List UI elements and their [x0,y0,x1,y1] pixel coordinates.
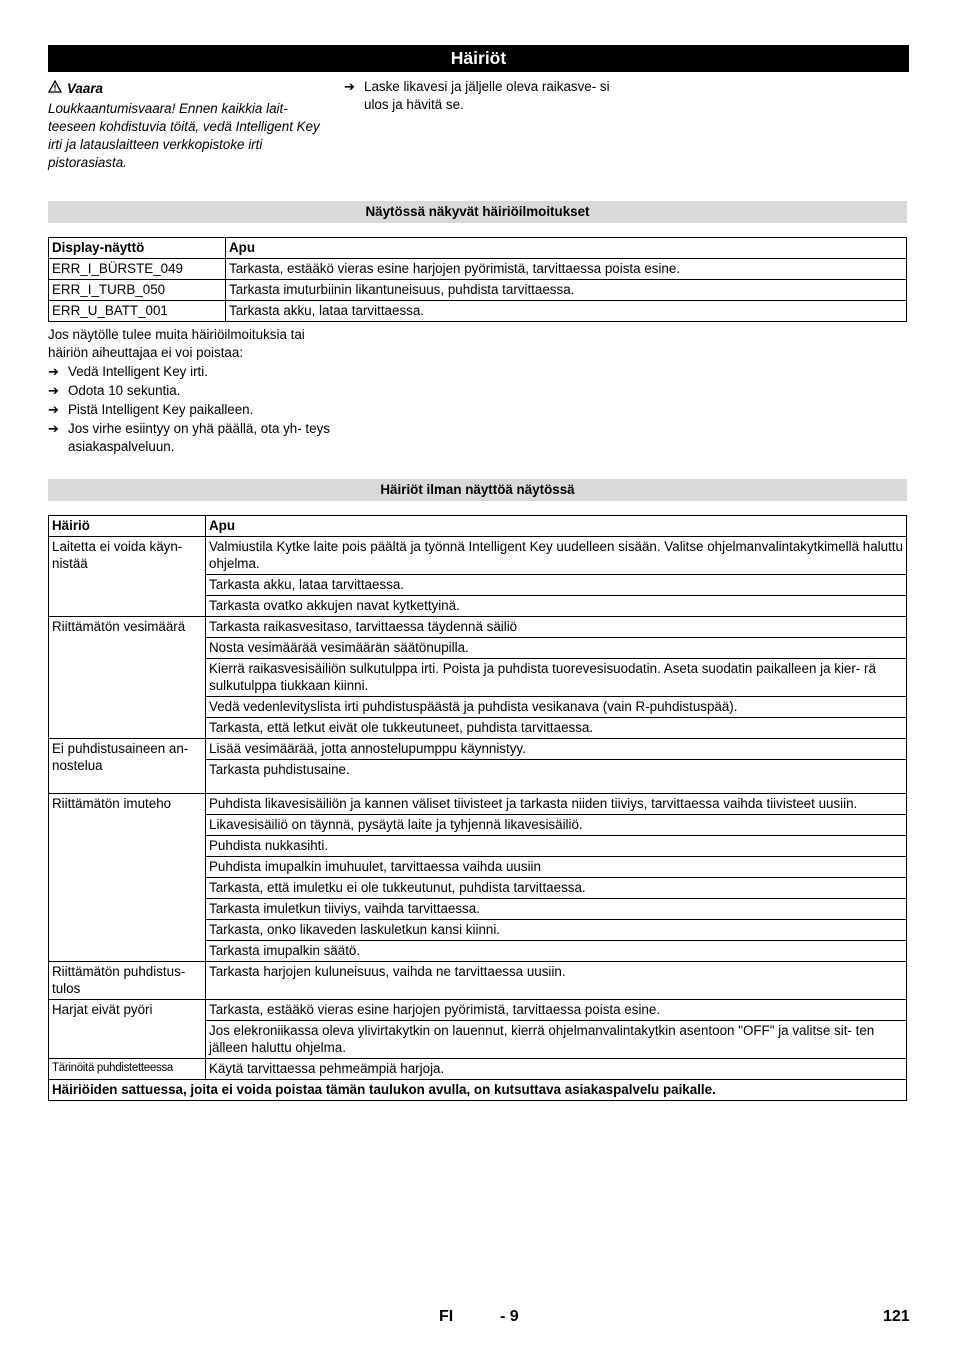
fix-cell: Puhdista likavesisäiliön ja kannen väliset tiivisteet ja tarkasta niiden tiiviys, tarvittaessa vaihda tiivisteet uusiin. [206,794,907,815]
fix-cell: Valmiustila Kytke laite pois päältä ja työnnä Intelligent Key uudelleen sisään. Valitse ohjelmanvalintakytkimellä haluttu ohjelma. [206,537,907,575]
fix-cell: Tarkasta, estääkö vieras esine harjojen pyörimistä, tarvittaessa poista esine. [206,1000,907,1021]
fix-cell: Tarkasta, että imuletku ei ole tukkeutunut, puhdista tarvittaessa. [206,878,907,899]
problem-cell: Riittämätön puhdistus- tulos [49,962,206,1000]
section-page-number: - 9 [500,1308,519,1325]
fix-cell: Tarkasta akku, lataa tarvittaessa. [206,575,907,596]
problem-cell: Laitetta ei voida käyn- nistää [49,537,206,617]
table-header: Häiriö [49,516,206,537]
error-code: ERR_I_BÜRSTE_049 [49,259,226,280]
instruction-step: ➔ Odota 10 sekuntia. [48,383,181,398]
table-row [49,1000,907,1021]
fix-cell: Tarkasta imuletkun tiiviys, vaihda tarvittaessa. [206,899,907,920]
fix-cell: Tarkasta ovatko akkujen navat kytkettyinä. [206,596,907,617]
problem-cell: Ei puhdistusaineen an- nostelua [49,739,206,794]
arrow-right-icon: ➔ [48,383,59,398]
table-row [49,1059,907,1080]
table-row [49,962,907,1000]
other-errors-instructions [48,326,333,456]
instructions-intro: Jos näytölle tulee muita häiriöilmoituksia tai häiriön aiheuttajaa ei voi poistaa: [48,327,305,360]
page-number: 121 [883,1308,910,1325]
table-row [49,739,907,760]
fix-cell: Tarkasta, onko likaveden laskuletkun kansi kiinni. [206,920,907,941]
error-help: Tarkasta imuturbiinin likantuneisuus, puhdista tarvittaessa. [226,280,907,301]
service-note: Häiriöiden sattuessa, joita ei voida poistaa tämän taulukon avulla, on kutsuttava asiakaspalvelu paikalle. [49,1080,907,1101]
display-error-table [48,237,907,322]
language-code: FI [439,1308,454,1325]
drain-step: ➔ Laske likavesi ja jäljelle oleva raikasve- si ulos ja hävitä se. [344,79,610,112]
table-row [49,794,907,815]
error-help: Tarkasta akku, lataa tarvittaessa. [226,301,907,322]
table-row [49,617,907,638]
problem-cell: Tärinöitä puhdistetteessa [49,1059,206,1080]
fix-cell: Kierrä raikasvesisäiliön sulkutulppa irti. Poista ja puhdista tuorevesisuodatin. Aseta suodatin paikalleen ja kier- rä sulkutulppa tiukkaan kiinni. [206,659,907,697]
instruction-step: ➔ Pistä Intelligent Key paikalleen. [48,402,254,417]
warning-box [48,80,323,172]
table-row [49,301,907,322]
error-code: ERR_I_TURB_050 [49,280,226,301]
table-header: Display-näyttö [49,238,226,259]
fix-cell: Puhdista nukkasihti. [206,836,907,857]
warning-text: Loukkaantumisvaara! Ennen kaikkia lait- teeseen kohdistuvia töitä, vedä Intelligent Key irti ja latauslaitteen verkkopistoke irti pistorasiasta. [48,101,320,170]
page-title: Häiriöt [48,45,909,72]
table-header: Apu [206,516,907,537]
error-code: ERR_U_BATT_001 [49,301,226,322]
arrow-right-icon: ➔ [344,79,355,94]
fix-cell: Tarkasta puhdistusaine. [206,760,907,794]
section-title-no-display: Häiriöt ilman näyttöä näytössä [48,479,907,501]
arrow-right-icon: ➔ [48,421,59,436]
fix-cell: Tarkasta, että letkut eivät ole tukkeutuneet, puhdista tarvittaessa. [206,718,907,739]
fix-cell: Nosta vesimäärää vesimäärän säätönupilla. [206,638,907,659]
fix-cell: Lisää vesimäärää, jotta annostelupumppu käynnistyy. [206,739,907,760]
table-row [49,537,907,575]
section-title-display-errors: Näytössä näkyvät häiriöilmoitukset [48,201,907,223]
problem-cell: Riittämätön imuteho [49,794,206,962]
arrow-right-icon: ➔ [48,402,59,417]
instruction-step: ➔ Vedä Intelligent Key irti. [48,364,208,379]
fix-cell: Puhdista imupalkin imuhuulet, tarvittaessa vaihda uusiin [206,857,907,878]
instruction-step: ➔ Jos virhe esiintyy on yhä päällä, ota yh- teys asiakaspalveluun. [48,421,330,454]
problem-cell: Harjat eivät pyöri [49,1000,206,1059]
warning-label: Vaara [67,81,103,96]
fix-cell: Jos elekroniikassa oleva ylivirtakytkin on lauennut, kierrä ohjelmanvalintakytkin asentoon "OFF" ja valitse sit- ten jälleen haluttu ohjelma. [206,1021,907,1059]
fix-cell: Käytä tarvittaessa pehmeämpiä harjoja. [206,1059,907,1080]
table-header: Apu [226,238,907,259]
troubleshooting-table [48,515,907,1101]
fix-cell: Tarkasta harjojen kuluneisuus, vaihda ne tarvittaessa uusiin. [206,962,907,1000]
error-help: Tarkasta, estääkö vieras esine harjojen pyörimistä, tarvittaessa poista esine. [226,259,907,280]
table-row [49,280,907,301]
fix-cell: Tarkasta imupalkin säätö. [206,941,907,962]
table-row [49,259,907,280]
arrow-right-icon: ➔ [48,364,59,379]
problem-cell: Riittämätön vesimäärä [49,617,206,739]
fix-cell: Tarkasta raikasvesitaso, tarvittaessa täydennä säiliö [206,617,907,638]
fix-cell: Vedä vedenlevityslista irti puhdistuspäästä ja puhdista vesikanava (vain R-puhdistuspää). [206,697,907,718]
table-footer-row [49,1080,907,1101]
warning-triangle-icon [48,80,62,98]
fix-cell: Likavesisäiliö on täynnä, pysäytä laite ja tyhjennä likavesisäiliö. [206,815,907,836]
